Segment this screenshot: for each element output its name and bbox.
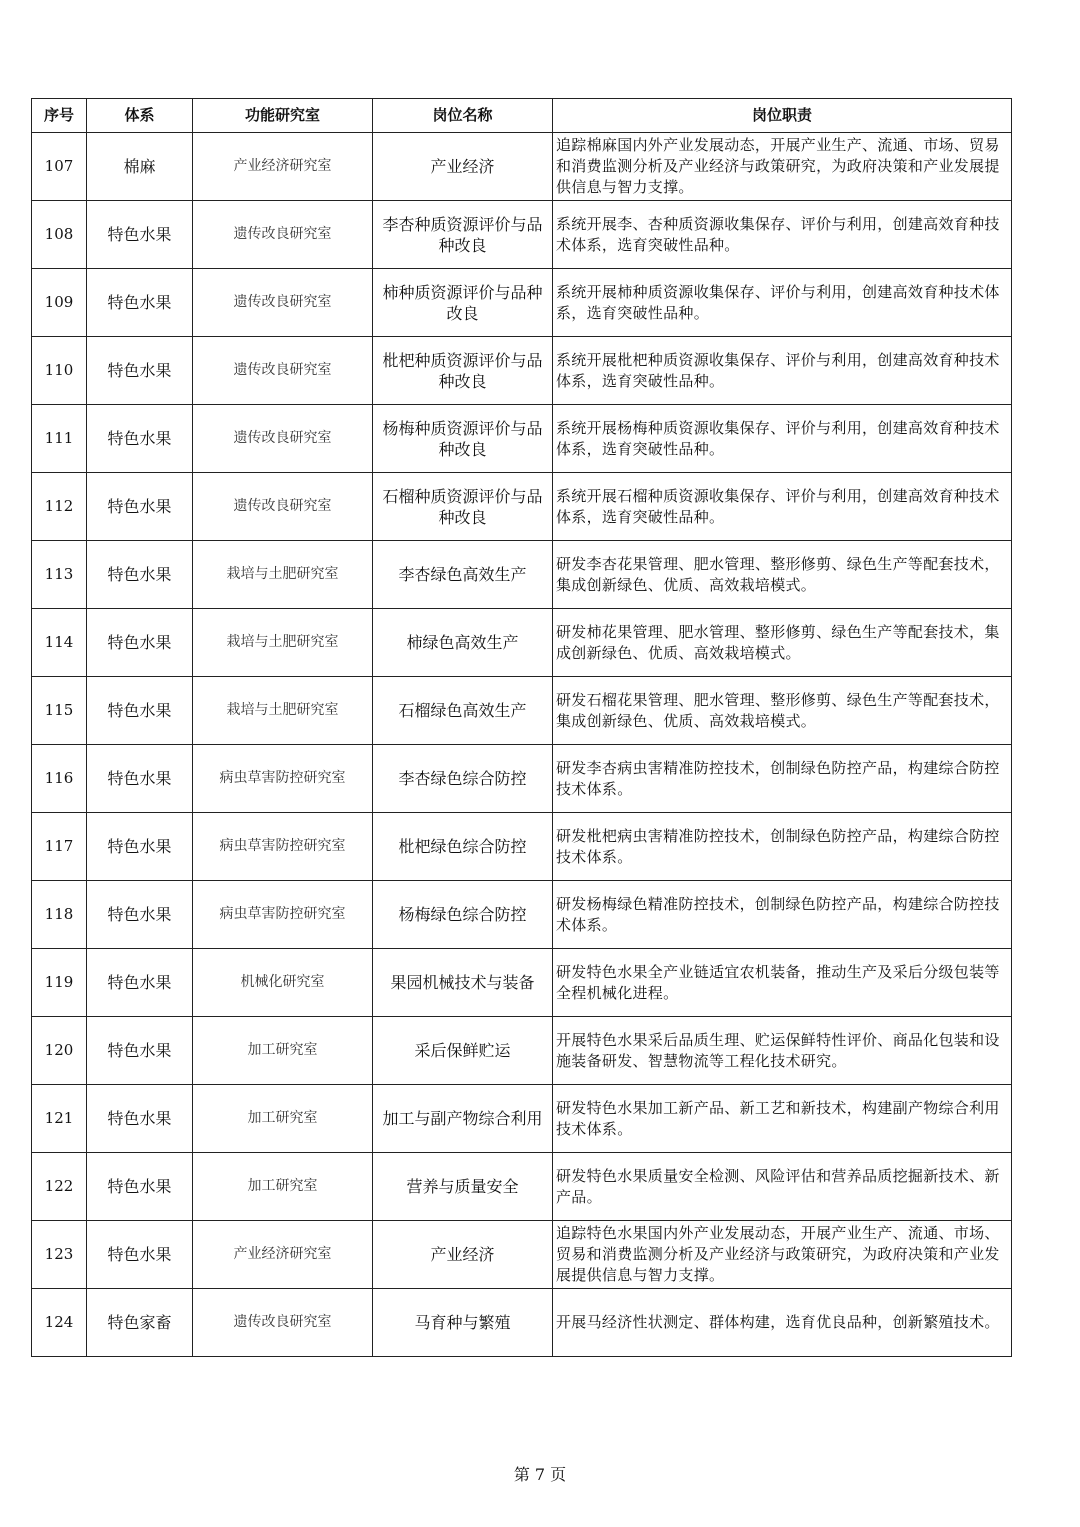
cell-duty: 研发石榴花果管理、肥水管理、整形修剪、绿色生产等配套技术，集成创新绿色、优质、高效栽培模式。 [553, 677, 1012, 745]
cell-duty: 研发特色水果全产业链适宜农机装备，推动生产及采后分级包装等全程机械化进程。 [553, 949, 1012, 1017]
cell-system: 特色水果 [87, 1153, 193, 1221]
cell-system: 特色水果 [87, 1221, 193, 1289]
cell-duty: 研发柿花果管理、肥水管理、整形修剪、绿色生产等配套技术，集成创新绿色、优质、高效栽培模式。 [553, 609, 1012, 677]
cell-no: 118 [32, 881, 87, 949]
cell-system: 特色水果 [87, 745, 193, 813]
cell-position: 产业经济 [373, 1221, 553, 1289]
cell-duty: 追踪棉麻国内外产业发展动态，开展产业生产、流通、市场、贸易和消费监测分析及产业经济与政策研究，为政府决策和产业发展提供信息与智力支撑。 [553, 133, 1012, 201]
cell-lab: 加工研究室 [193, 1085, 373, 1153]
cell-duty: 系统开展枇杷种质资源收集保存、评价与利用，创建高效育种技术体系，选育突破性品种。 [553, 337, 1012, 405]
cell-duty: 研发枇杷病虫害精准防控技术，创制绿色防控产品，构建综合防控技术体系。 [553, 813, 1012, 881]
table-row [32, 881, 1012, 949]
cell-lab: 加工研究室 [193, 1017, 373, 1085]
cell-no: 123 [32, 1221, 87, 1289]
table-row [32, 609, 1012, 677]
cell-position: 营养与质量安全 [373, 1153, 553, 1221]
cell-duty: 系统开展杨梅种质资源收集保存、评价与利用，创建高效育种技术体系，选育突破性品种。 [553, 405, 1012, 473]
table-row [32, 1017, 1012, 1085]
cell-position: 柿绿色高效生产 [373, 609, 553, 677]
cell-lab: 遗传改良研究室 [193, 405, 373, 473]
cell-duty: 研发特色水果质量安全检测、风险评估和营养品质挖掘新技术、新产品。 [553, 1153, 1012, 1221]
cell-system: 特色家畜 [87, 1289, 193, 1357]
cell-position: 产业经济 [373, 133, 553, 201]
cell-duty: 追踪特色水果国内外产业发展动态，开展产业生产、流通、市场、贸易和消费监测分析及产业经济与政策研究，为政府决策和产业发展提供信息与智力支撑。 [553, 1221, 1012, 1289]
cell-duty: 开展马经济性状测定、群体构建，选育优良品种，创新繁殖技术。 [553, 1289, 1012, 1357]
cell-no: 117 [32, 813, 87, 881]
cell-no: 112 [32, 473, 87, 541]
cell-no: 122 [32, 1153, 87, 1221]
table-row [32, 949, 1012, 1017]
cell-position: 枇杷种质资源评价与品种改良 [373, 337, 553, 405]
header-lab: 功能研究室 [193, 99, 373, 133]
cell-duty: 系统开展石榴种质资源收集保存、评价与利用，创建高效育种技术体系，选育突破性品种。 [553, 473, 1012, 541]
cell-lab: 遗传改良研究室 [193, 269, 373, 337]
table-row [32, 337, 1012, 405]
cell-system: 特色水果 [87, 813, 193, 881]
cell-position: 采后保鲜贮运 [373, 1017, 553, 1085]
table-row [32, 1221, 1012, 1289]
cell-duty: 研发杨梅绿色精准防控技术，创制绿色防控产品，构建综合防控技术体系。 [553, 881, 1012, 949]
cell-system: 特色水果 [87, 201, 193, 269]
cell-duty: 系统开展李、杏种质资源收集保存、评价与利用，创建高效育种技术体系，选育突破性品种。 [553, 201, 1012, 269]
cell-position: 果园机械技术与装备 [373, 949, 553, 1017]
cell-system: 特色水果 [87, 1017, 193, 1085]
cell-position: 柿种质资源评价与品种改良 [373, 269, 553, 337]
cell-no: 116 [32, 745, 87, 813]
cell-lab: 产业经济研究室 [193, 133, 373, 201]
positions-table-container [31, 98, 1011, 1357]
cell-duty: 开展特色水果采后品质生理、贮运保鲜特性评价、商品化包装和设施装备研发、智慧物流等工程化技术研究。 [553, 1017, 1012, 1085]
cell-no: 113 [32, 541, 87, 609]
cell-no: 119 [32, 949, 87, 1017]
cell-position: 加工与副产物综合利用 [373, 1085, 553, 1153]
table-header-row [32, 99, 1012, 133]
cell-system: 特色水果 [87, 473, 193, 541]
table-row [32, 1289, 1012, 1357]
header-position: 岗位名称 [373, 99, 553, 133]
cell-position: 李杏绿色综合防控 [373, 745, 553, 813]
cell-position: 李杏种质资源评价与品种改良 [373, 201, 553, 269]
cell-no: 115 [32, 677, 87, 745]
cell-lab: 产业经济研究室 [193, 1221, 373, 1289]
cell-system: 特色水果 [87, 949, 193, 1017]
cell-no: 121 [32, 1085, 87, 1153]
cell-lab: 栽培与土肥研究室 [193, 677, 373, 745]
table-body [32, 133, 1012, 1357]
table-row [32, 813, 1012, 881]
table-row [32, 133, 1012, 201]
page-number: 第 7 页 [513, 1465, 567, 1484]
cell-no: 108 [32, 201, 87, 269]
table-row [32, 1153, 1012, 1221]
cell-position: 杨梅种质资源评价与品种改良 [373, 405, 553, 473]
table-row [32, 201, 1012, 269]
table-row [32, 269, 1012, 337]
cell-position: 杨梅绿色综合防控 [373, 881, 553, 949]
cell-system: 特色水果 [87, 1085, 193, 1153]
cell-position: 石榴绿色高效生产 [373, 677, 553, 745]
cell-duty: 系统开展柿种质资源收集保存、评价与利用，创建高效育种技术体系，选育突破性品种。 [553, 269, 1012, 337]
cell-lab: 栽培与土肥研究室 [193, 541, 373, 609]
table-row [32, 541, 1012, 609]
cell-no: 107 [32, 133, 87, 201]
cell-system: 棉麻 [87, 133, 193, 201]
cell-no: 114 [32, 609, 87, 677]
cell-lab: 病虫草害防控研究室 [193, 881, 373, 949]
header-duty: 岗位职责 [553, 99, 1012, 133]
table-row [32, 677, 1012, 745]
cell-position: 枇杷绿色综合防控 [373, 813, 553, 881]
cell-system: 特色水果 [87, 541, 193, 609]
cell-system: 特色水果 [87, 881, 193, 949]
cell-system: 特色水果 [87, 609, 193, 677]
header-system: 体系 [87, 99, 193, 133]
cell-no: 124 [32, 1289, 87, 1357]
cell-lab: 机械化研究室 [193, 949, 373, 1017]
cell-lab: 遗传改良研究室 [193, 473, 373, 541]
cell-no: 120 [32, 1017, 87, 1085]
cell-duty: 研发特色水果加工新产品、新工艺和新技术，构建副产物综合利用技术体系。 [553, 1085, 1012, 1153]
table-row [32, 745, 1012, 813]
cell-no: 110 [32, 337, 87, 405]
cell-lab: 遗传改良研究室 [193, 337, 373, 405]
table-row [32, 473, 1012, 541]
cell-system: 特色水果 [87, 269, 193, 337]
cell-position: 李杏绿色高效生产 [373, 541, 553, 609]
cell-no: 109 [32, 269, 87, 337]
positions-table [31, 98, 1012, 1357]
cell-lab: 加工研究室 [193, 1153, 373, 1221]
cell-duty: 研发李杏花果管理、肥水管理、整形修剪、绿色生产等配套技术，集成创新绿色、优质、高效栽培模式。 [553, 541, 1012, 609]
cell-system: 特色水果 [87, 677, 193, 745]
cell-system: 特色水果 [87, 405, 193, 473]
cell-lab: 栽培与土肥研究室 [193, 609, 373, 677]
cell-lab: 病虫草害防控研究室 [193, 745, 373, 813]
cell-position: 石榴种质资源评价与品种改良 [373, 473, 553, 541]
cell-duty: 研发李杏病虫害精准防控技术，创制绿色防控产品，构建综合防控技术体系。 [553, 745, 1012, 813]
cell-system: 特色水果 [87, 337, 193, 405]
cell-no: 111 [32, 405, 87, 473]
table-row [32, 1085, 1012, 1153]
header-no: 序号 [32, 99, 87, 133]
cell-position: 马育种与繁殖 [373, 1289, 553, 1357]
cell-lab: 遗传改良研究室 [193, 1289, 373, 1357]
cell-lab: 病虫草害防控研究室 [193, 813, 373, 881]
table-row [32, 405, 1012, 473]
cell-lab: 遗传改良研究室 [193, 201, 373, 269]
